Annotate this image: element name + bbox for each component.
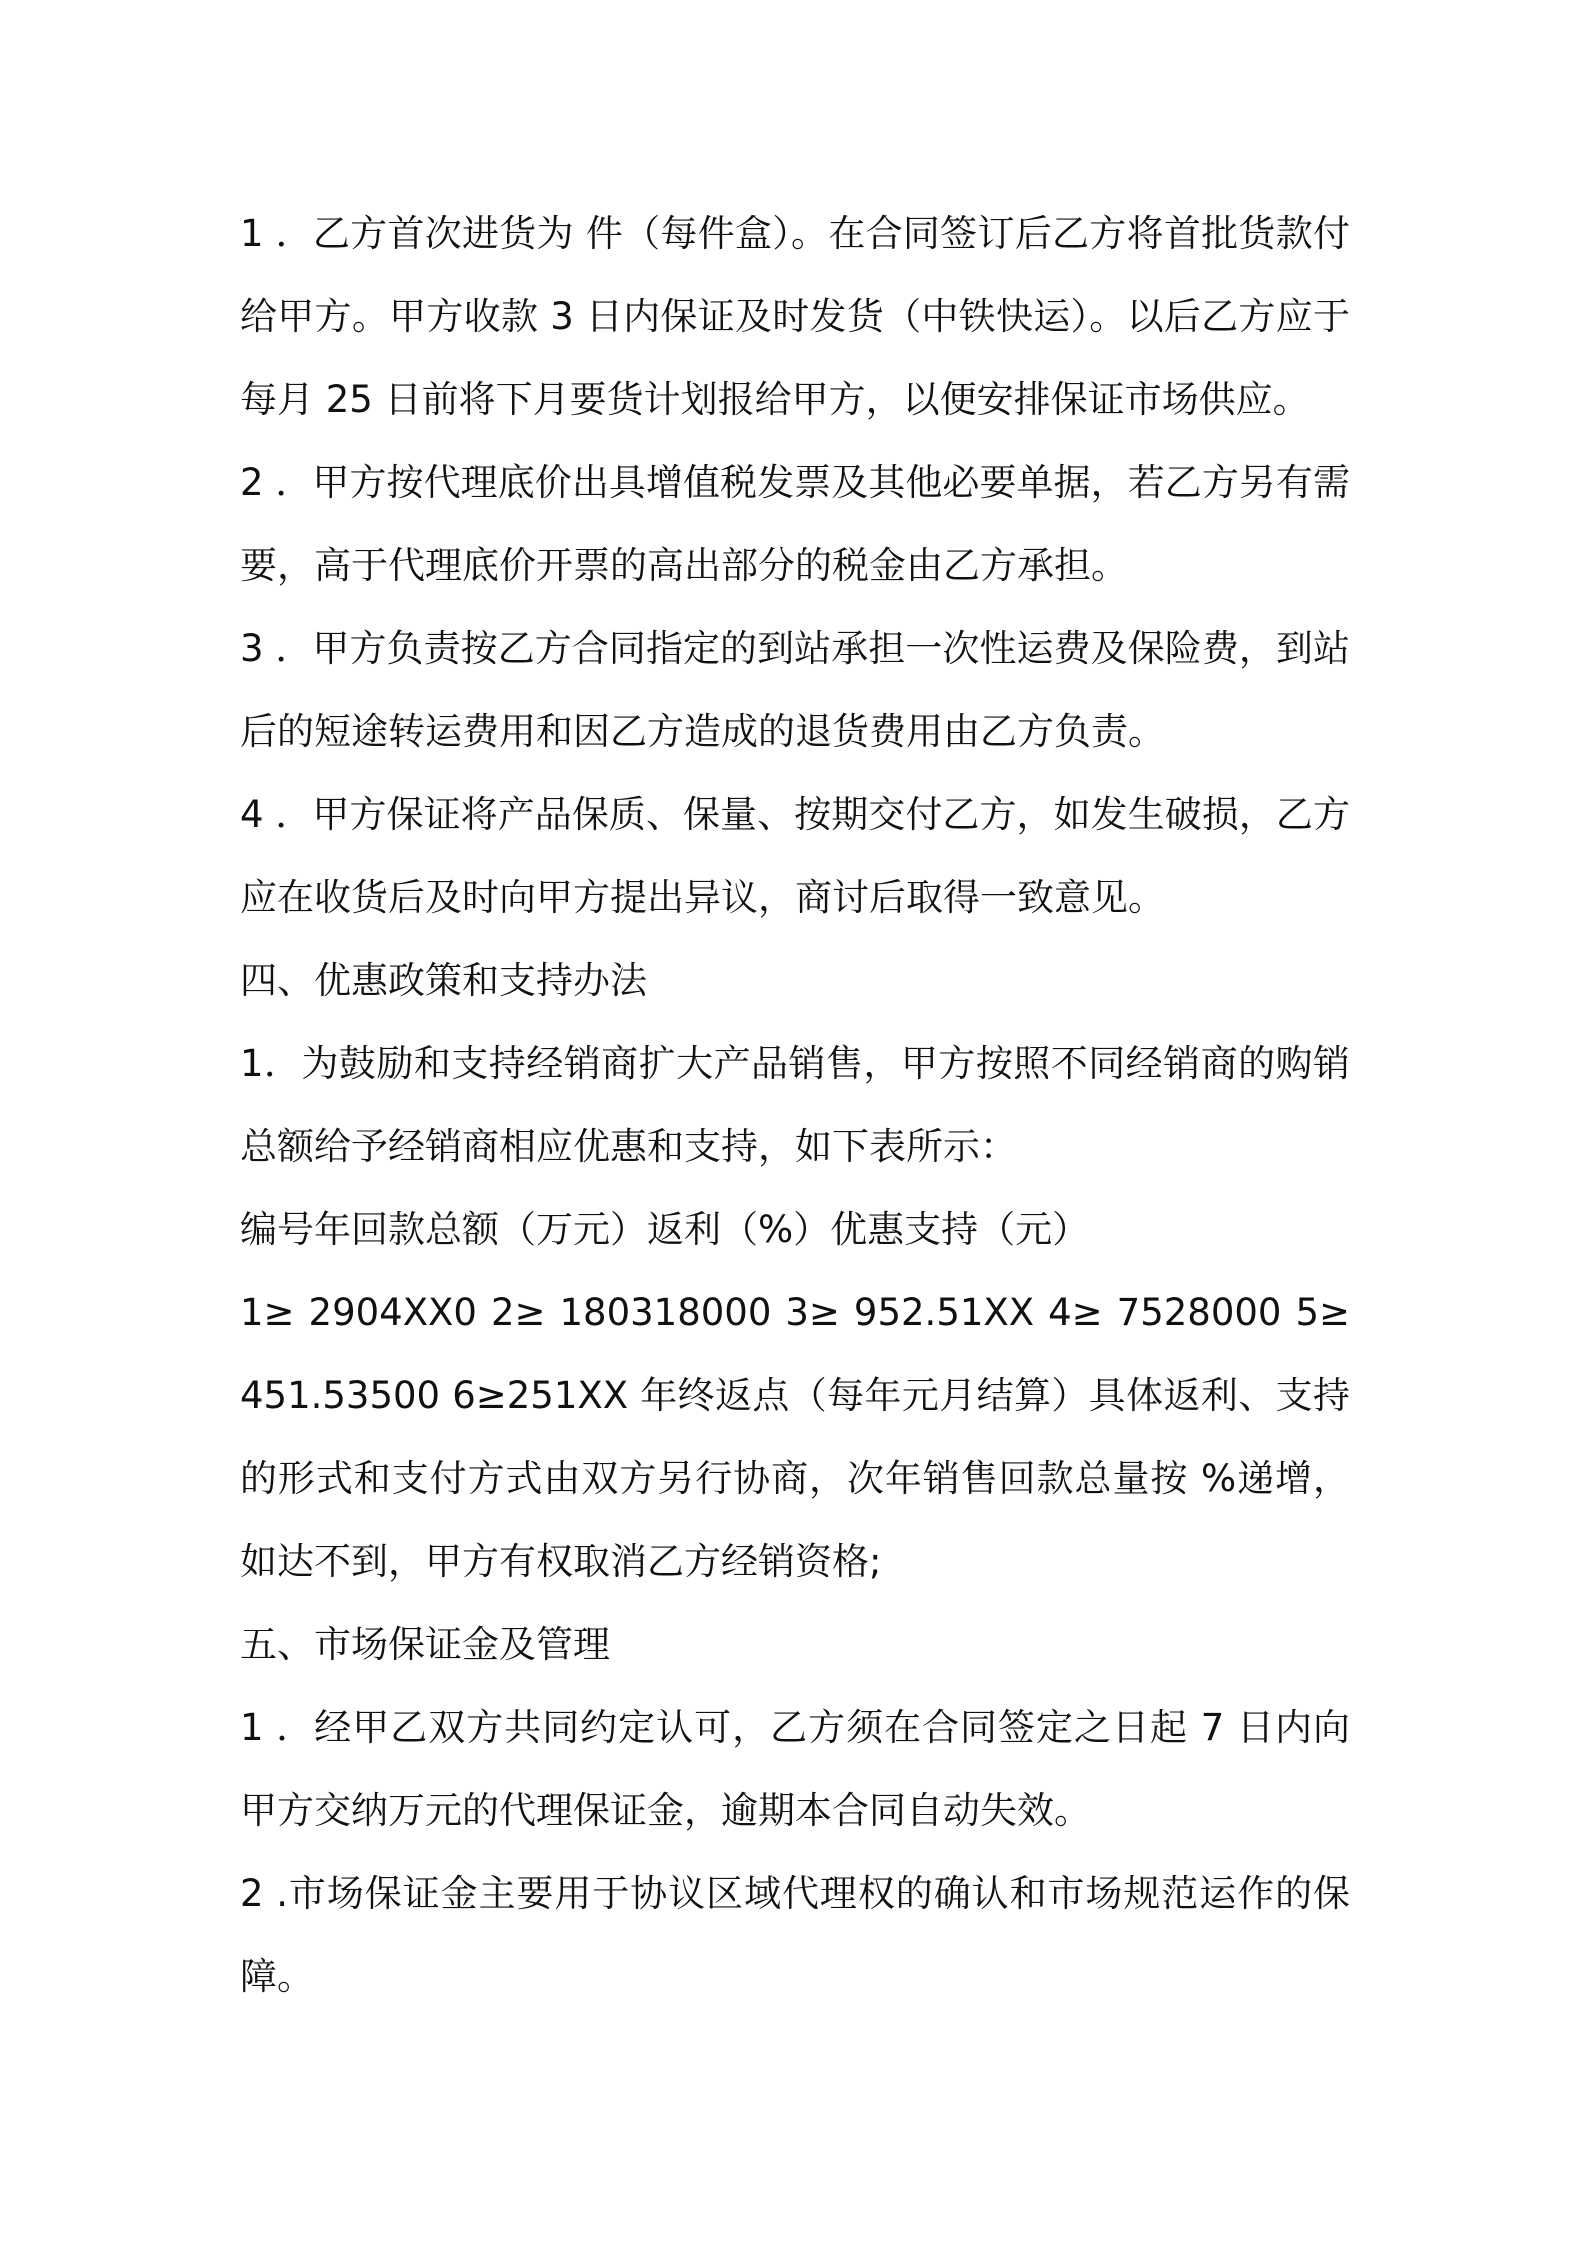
paragraph-quality-terms: 4 ．甲方保证将产品保质、保量、按期交付乙方，如发生破损，乙方应在收货后及时向甲方提出异议，商讨后取得一致意见。 — [240, 793, 1350, 919]
paragraph-delivery-terms: 1 ．乙方首次进货为 件（每件盒）。在合同签订后乙方将首批货款付给甲方。甲方收款 3 日内保证及时发货（中铁快运）。以后乙方应于每月 25 日前将下月要货计划报给甲方，以便安排保证市场供应。 — [240, 212, 1350, 421]
paragraph-deposit-payment: 1 ．经甲乙双方共同约定认可，乙方须在合同签定之日起 7 日内向甲方交纳万元的代理保证金，逾期本合同自动失效。 — [240, 1706, 1350, 1832]
section-heading-deposit: 五、市场保证金及管理 — [240, 1623, 610, 1666]
table-header-line: 编号年回款总额（万元）返利（%）优惠支持（元） — [240, 1208, 1090, 1251]
paragraph-deposit-purpose: 2 .市场保证金主要用于协议区域代理权的确认和市场规范运作的保障。 — [240, 1872, 1350, 1998]
paragraph-incentive-intro: 1．为鼓励和支持经销商扩大产品销售，甲方按照不同经销商的购销总额给予经销商相应优惠和支持，如下表所示： — [240, 1042, 1350, 1168]
paragraph-rebate-tiers: 1≥ 2904XX0 2≥ 180318000 3≥ 952.51XX 4≥ 7528000 5≥ 451.53500 6≥251XX 年终返点（每年元月结算）具体返利、支持的形式和支付方式由双方另行协商，次年销售回款总量按 %递增，如达不到，甲方有权取消乙方经销资格; — [240, 1291, 1350, 1583]
paragraph-invoice-terms: 2 ．甲方按代理底价出具增值税发票及其他必要单据，若乙方另有需要，高于代理底价开票的高出部分的税金由乙方承担。 — [240, 461, 1350, 587]
paragraph-freight-terms: 3 ．甲方负责按乙方合同指定的到站承担一次性运费及保险费，到站后的短途转运费用和因乙方造成的退货费用由乙方负责。 — [240, 627, 1350, 753]
section-heading-preferential-policy: 四、优惠政策和支持办法 — [240, 959, 647, 1002]
document-body — [240, 192, 1350, 2018]
